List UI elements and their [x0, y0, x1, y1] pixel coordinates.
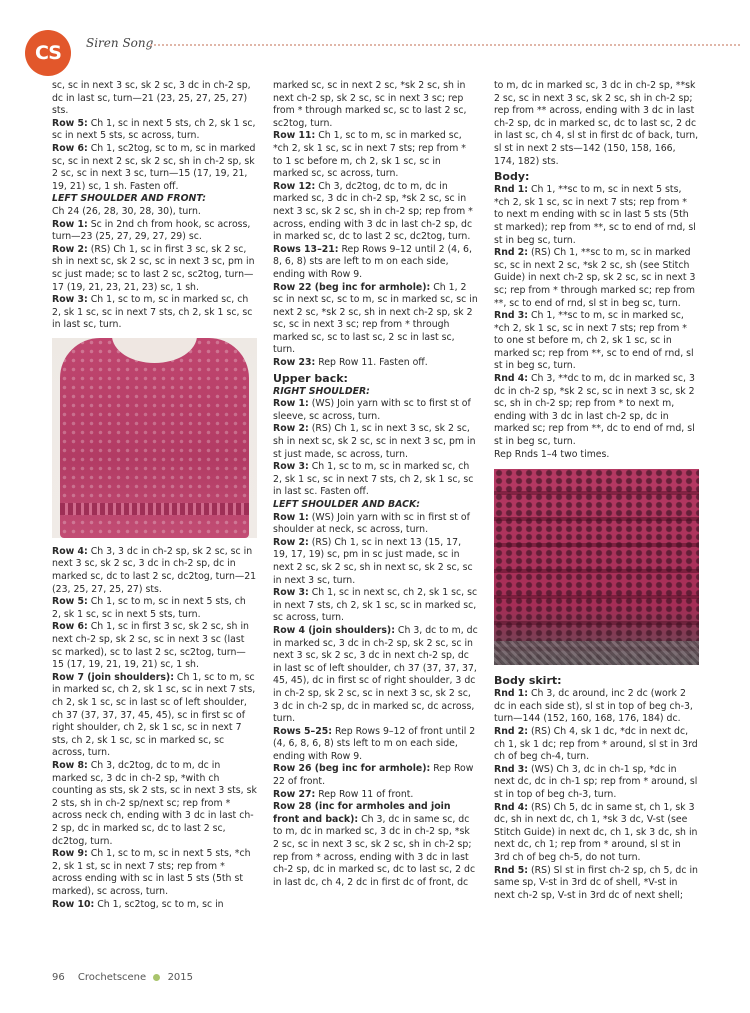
instruction-paragraph: [494, 802, 699, 865]
instruction-paragraph: [52, 899, 257, 912]
row-instructions: Ch 24 (26, 28, 30, 28, 30), turn.: [52, 205, 201, 217]
row-instructions: (RS) Ch 1, sc in first 3 sc, sk 2 sc, sh in next sc, sk 2 sc, sc in next 3 sc, pm in sc just made; sc to last 2 sc, sc2tog, turn—17 (19, 21, 23, 21, 23) sc, 1 sh.: [52, 243, 255, 293]
row-instructions: Ch 1, sc to m, sc in marked sc, ch 2, sk 1 sc, sc in next 7 sts, ch 2, sk 1 sc, sc in last sc of left shoulder, ch 37 (37, 37, 37, 45, 45), sc in first sc of right shoulder, ch 2, sk 1 sc, sc in next 7 sts, ch 2, sk 1 sc, sc in marked sc, sc across, turn.: [52, 671, 256, 759]
instruction-paragraph: [494, 310, 699, 373]
row-label: Rows 5–25:: [273, 725, 332, 737]
row-instructions: (RS) Ch 5, dc in same st, ch 1, sk 3 dc, sh in next dc, ch 1, *sk 3 dc, V-st (see Stitch Guide) in next dc, ch 1, sk 3 dc, sh in next dc, ch 1; rep from * around, sl st in 3rd ch of beg ch-5, do not turn.: [494, 801, 698, 863]
row-instructions: Ch 3, dc around, inc 2 dc (work 2 dc in each side st), sl st in top of beg ch-3, turn—144 (152, 160, 168, 176, 184) dc.: [494, 688, 693, 725]
row-label: Row 26 (beg inc for armhole):: [273, 763, 431, 775]
footer-dot-icon: [153, 974, 160, 981]
instruction-paragraph: [52, 672, 257, 760]
row-instructions: Ch 1, sc in next sc, ch 2, sk 1 sc, sc in next 7 sts, ch 2, sk 1 sc, sc in marked sc, sc across, turn.: [273, 587, 478, 624]
row-label: Row 23:: [273, 357, 316, 369]
row-label: Rnd 4:: [494, 801, 529, 813]
row-label: Row 7 (join shoulders):: [52, 671, 174, 683]
stitch-detail-photo: [494, 469, 699, 665]
instruction-paragraph: [273, 801, 478, 889]
column-1: [52, 80, 257, 911]
row-instructions: Ch 1, sc in next 5 sts, ch 2, sk 1 sc, sc in next 5 sts, sc across, turn.: [52, 117, 256, 142]
instruction-paragraph: [52, 621, 257, 671]
row-instructions: Ch 3, dc2tog, dc to m, dc in marked sc, 3 dc in ch-2 sp, *sk 2 sc, sc in next 3 sc, sk 2 sc, sh in ch-2 sp; rep from * across, ending with 3 dc in last ch-2 sp, dc in marked sc, dc to last 2 sc, dc2tog, turn.: [273, 180, 473, 243]
instruction-paragraph: [273, 587, 478, 625]
instruction-paragraph: [494, 688, 699, 726]
instruction-paragraph: [52, 80, 257, 118]
row-instructions: Ch 1, sc2tog, sc to m, sc in: [94, 898, 224, 910]
instruction-paragraph: [52, 760, 257, 848]
row-instructions: (RS) Ch 4, sk 1 dc, *dc in next dc, ch 1, sk 1 dc; rep from * around, sl st in 3rd ch of beg ch-4, turn.: [494, 726, 698, 763]
instruction-paragraph: [273, 625, 478, 726]
instruction-paragraph: [52, 143, 257, 193]
row-instructions: Ch 3, dc2tog, dc to m, dc in marked sc, 3 dc in ch-2 sp, *with ch counting as sts, sk 2 sts, sc in next 3 sts, sk 2 sts, sh in ch-2 sp/next sc; rep from * across neck ch, ending with 3 dc in last ch-2 sp, dc in marked sc, dc to last 2 sc, dc2tog, turn.: [52, 759, 257, 847]
garment-photo: [52, 338, 257, 538]
lace-band: [60, 503, 249, 515]
row-label: Row 1:: [52, 218, 88, 230]
instruction-paragraph: [494, 184, 699, 247]
issue-year: 2015: [167, 972, 194, 983]
row-label: Row 1:: [273, 511, 309, 523]
row-instructions: (WS) Join yarn with sc to first st of sleeve, sc across, turn.: [273, 398, 471, 422]
row-label: Rows 13–21:: [273, 243, 339, 255]
section-heading: Body skirt:: [494, 674, 562, 688]
row-label: Row 10:: [52, 898, 95, 910]
row-label: Row 3:: [273, 587, 309, 599]
instruction-paragraph: [494, 449, 699, 462]
section-heading: Body:: [494, 170, 530, 184]
row-instructions: Rep Row 11 of front.: [315, 788, 414, 800]
row-instructions: Ch 1, sc to m, sc in next 5 sts, ch 2, sk 1 sc, sc in next 5 sts, turn.: [52, 596, 246, 620]
row-instructions: (RS) Ch 1, sc in next 3 sc, sk 2 sc, sh in next sc, sk 2 sc, sc in next 3 sc, pm in st just made, sc across, turn.: [273, 423, 476, 460]
instruction-paragraph: [52, 118, 257, 143]
instruction-paragraph: [273, 789, 478, 802]
instruction-paragraph: [494, 865, 699, 903]
row-instructions: Ch 3, dc to m, dc in marked sc, 3 dc in ch-2 sp, sk 2 sc, sc in next 3 sc, sk 2 sc, 3 dc in next ch-2 sp, dc in last sc of left shoulder, ch 37 (37, 37, 37, 45, 45), dc in first sc of right shoulder, 3 dc in ch-2 sp, sk 2 sc, sc in next 3 sc, sk 2 sc, 3 dc in ch-2 sp, dc in marked sc, dc across, turn.: [273, 624, 478, 725]
instruction-paragraph: [273, 461, 478, 499]
instruction-paragraph: [273, 398, 478, 423]
instruction-paragraph: [494, 726, 699, 764]
row-label: Row 22 (beg inc for armhole):: [273, 281, 431, 293]
row-instructions: to m, dc in marked sc, 3 dc in ch-2 sp, **sk 2 sc, sc in next 3 sc, sk 2 sc, sh in ch-2 sp; rep from ** across, ending with 3 dc in last ch-2 sp, dc in marked sc, dc to last sc, 2 dc in last sc, ch 4, sl st in first dc of back, turn, sl st in next 2 sts—142 (150, 158, 166, 174, 182) sts.: [494, 80, 699, 167]
row-label: Row 5:: [52, 117, 88, 129]
row-label: Rnd 5:: [494, 864, 529, 876]
row-instructions: Ch 1, sc to m, sc in next 5 sts, *ch 2, sk 1 st, sc in next 7 sts; rep from * across ending with sc in last 5 sts (5th st marked), sc across, turn.: [52, 848, 251, 897]
page-footer: [52, 972, 193, 983]
row-label: Row 2:: [52, 243, 88, 255]
row-label: Rnd 3:: [494, 310, 529, 322]
instruction-paragraph: [273, 130, 478, 180]
instruction-paragraph: [273, 763, 478, 788]
instruction-paragraph: [52, 294, 257, 332]
row-instructions: Ch 1, **sc to m, sc in marked sc, *ch 2, sk 1 sc, sc in next 7 sts; rep from * to one st before m, ch 2, sk 1 sc, sc in marked sc; rep from **, sc to end of rnd, sl st in beg sc, turn.: [494, 310, 694, 372]
row-label: Row 2:: [273, 423, 309, 435]
column-3: [494, 80, 699, 902]
row-instructions: Ch 1, sc in first 3 sc, sk 2 sc, sh in next ch-2 sp, sk 2 sc, sc in next 3 sc (last sc marked), sc to last 2 sc, sc2tog, turn—15 (17, 19, 21, 19, 21) sc, 1 sh.: [52, 621, 249, 671]
row-label: Rnd 2:: [494, 247, 529, 259]
row-instructions: (WS) Join yarn with sc in first st of shoulder at neck, sc across, turn.: [273, 511, 470, 536]
row-instructions: Ch 1, **sc to m, sc in next 5 sts, *ch 2, sk 1 sc, sc in next 7 sts; rep from * to next m ending with sc in last 5 sts (5th st marked); rep from **, sc to end of rnd, sl st in beg sc, turn.: [494, 184, 696, 246]
row-instructions: Ch 1, sc to m, sc in marked sc, ch 2, sk 1 sc, sc in next 7 sts, ch 2, sk 1 sc, sc in last sc. Fasten off.: [273, 461, 474, 498]
instruction-paragraph: [52, 848, 257, 898]
pattern-series-title: Siren Song: [86, 36, 154, 50]
instruction-paragraph: [52, 546, 257, 596]
row-instructions: Rep Rnds 1–4 two times.: [494, 448, 610, 460]
row-label: Row 8:: [52, 759, 88, 771]
column-1-text-top: [52, 80, 257, 332]
column-1-text-bottom: [52, 546, 257, 911]
row-instructions: Rep Rows 9–12 until 2 (4, 6, 8, 6, 8) sts are left to m on each side, ending with Row 9.: [273, 243, 472, 280]
instruction-paragraph: [52, 219, 257, 244]
row-instructions: (RS) Ch 1, **sc to m, sc in marked sc, sc in next 2 sc, *sk 2 sc, sh (see Stitch Guide) in next ch-2 sp, sk 2 sc, sc in next 3 sc; rep from * through marked sc; rep from **, sc to end of rnd, sl st in beg sc, turn.: [494, 247, 696, 309]
instruction-paragraph: [494, 247, 699, 310]
row-label: Rnd 2:: [494, 726, 529, 737]
column-3-text-top: [494, 80, 699, 461]
row-label: Row 3:: [273, 461, 309, 473]
row-label: Row 11:: [273, 130, 316, 142]
instruction-paragraph: [494, 80, 699, 168]
row-instructions: Rep Row 22 of front.: [273, 763, 474, 788]
row-label: Row 6:: [52, 621, 88, 633]
row-label: Row 12:: [273, 180, 316, 192]
instruction-paragraph: [494, 764, 699, 802]
row-label: Row 5:: [52, 596, 88, 608]
row-label: Row 2:: [273, 536, 309, 548]
instruction-paragraph: [273, 244, 478, 282]
page-number: 96: [52, 972, 65, 983]
row-instructions: Rep Rows 9–12 of front until 2 (4, 6, 8, 6, 8) sts left to m on each side, ending with Row 9.: [273, 725, 476, 762]
instruction-paragraph: [273, 357, 478, 370]
instruction-paragraph: [273, 423, 478, 461]
instruction-paragraph: [494, 373, 699, 449]
row-instructions: sc, sc in next 3 sc, sk 2 sc, 3 dc in ch-2 sp, dc in last sc, turn—21 (23, 25, 27, 25, 27) sts.: [52, 80, 251, 117]
instruction-paragraph: [273, 80, 478, 130]
subsection-heading: LEFT SHOULDER AND BACK:: [273, 499, 420, 510]
instruction-paragraph: [273, 282, 478, 358]
instruction-paragraph: [52, 206, 257, 219]
instruction-paragraph: [273, 537, 478, 587]
column-2: [273, 80, 478, 889]
subsection-heading: LEFT SHOULDER AND FRONT:: [52, 193, 206, 205]
row-instructions: Ch 1, sc to m, sc in marked sc, ch 2, sk 1 sc, sc in next 7 sts, ch 2, sk 1 sc, sc in last sc, turn.: [52, 294, 253, 331]
header-divider: [150, 44, 740, 46]
row-instructions: Sc in 2nd ch from hook, sc across, turn—23 (25, 27, 29, 27, 29) sc.: [52, 218, 251, 243]
instruction-paragraph: [273, 181, 478, 244]
row-instructions: Rep Row 11. Fasten off.: [315, 357, 428, 369]
row-label: Row 28 (inc for armholes and join front and back):: [273, 801, 451, 825]
row-label: Row 4:: [52, 545, 88, 557]
row-label: Row 6:: [52, 142, 88, 154]
magazine-name: Crochetscene: [77, 972, 147, 983]
row-instructions: Ch 3, **dc to m, dc in marked sc, 3 dc in ch-2 sp, *sk 2 sc, sc in next 3 sc, sk 2 sc, sh in ch-2 sp; rep from * to next m, ending with 3 dc in last ch-2 sp, dc in marked sc; rep from **, dc to end of rnd, sl st in beg sc, turn.: [494, 373, 695, 448]
skirt-hem: [494, 641, 699, 665]
row-instructions: (RS) Ch 1, sc in next 13 (15, 17, 19, 17, 19) sc, pm in sc just made, sc in next 2 sc, sk 2 sc, sh in next sc, sk 2 sc, sc in next 3 sc, turn.: [273, 536, 473, 586]
row-label: Row 4 (join shoulders):: [273, 624, 395, 636]
instruction-paragraph: [52, 596, 257, 621]
row-label: Row 1:: [273, 398, 309, 410]
row-label: Rnd 1:: [494, 184, 529, 196]
column-2-text: [273, 80, 478, 889]
row-instructions: (WS) Ch 3, dc in ch-1 sp, *dc in next dc, dc in ch-1 sp; rep from * around, sl st in top of beg ch-3, turn.: [494, 763, 698, 800]
row-label: Rnd 4:: [494, 373, 529, 385]
row-instructions: Ch 1, sc to m, sc in marked sc, *ch 2, sk 1 sc, sc in next 7 sts; rep from * to 1 sc before m, ch 2, sk 1 sc, sc in marked sc, sc across, turn.: [273, 130, 466, 180]
subsection-heading: RIGHT SHOULDER:: [273, 385, 370, 397]
row-label: Row 9:: [52, 848, 88, 860]
row-label: Row 27:: [273, 788, 316, 800]
row-instructions: Ch 1, sc2tog, sc to m, sc in marked sc, sc in next 2 sc, sk 2 sc, sh in ch-2 sp, sk 2 sc, sc in next 3 sc, turn—15 (17, 19, 21, 19, 21) sc, 1 sh. Fasten off.: [52, 142, 256, 192]
row-label: Row 3:: [52, 294, 88, 306]
instruction-paragraph: [273, 726, 478, 764]
row-label: Rnd 1:: [494, 688, 529, 700]
row-instructions: marked sc, sc in next 2 sc, *sk 2 sc, sh in next ch-2 sp, sk 2 sc, sc in next 3 sc; rep from * through marked sc, sc to last 2 sc, sc2tog, turn.: [273, 80, 467, 129]
instruction-paragraph: [52, 244, 257, 294]
instruction-paragraph: [273, 512, 478, 537]
magazine-logo: CS: [25, 30, 71, 76]
row-instructions: Ch 3, 3 dc in ch-2 sp, sk 2 sc, sc in next 3 sc, sk 2 sc, 3 dc in ch-2 sp, dc in marked sc, dc to last 2 sc, dc2tog, turn—21 (23, 25, 27, 25, 27) sts.: [52, 545, 257, 595]
row-instructions: Ch 1, 2 sc in next sc, sc to m, sc in marked sc, sc in next 2 sc, *sk 2 sc, sh in next ch-2 sp, sk 2 sc, sc in next 3 sc; rep from * through marked sc, sc to last sc, 2 sc in last sc, turn.: [273, 281, 478, 356]
column-3-text-bottom: [494, 673, 699, 902]
row-instructions: Ch 3, dc in same sc, dc to m, dc in marked sc, 3 dc in ch-2 sp, *sk 2 sc, sc in next 3 sc, sk 2 sc, sh in ch-2 sp; rep from * across, ending with 3 dc in last ch-2 sp, dc in marked sc, dc to last sc, 2 dc in last dc, ch 4, 2 dc in first dc of front, dc: [273, 813, 476, 888]
row-label: Rnd 3:: [494, 763, 529, 775]
row-instructions: (RS) Sl st in first ch-2 sp, ch 5, dc in same sp, V-st in 3rd dc of shell, *V-st in next ch-2 sp, V-st in 3rd dc of next shell;: [494, 864, 698, 901]
section-heading: Upper back:: [273, 371, 348, 385]
